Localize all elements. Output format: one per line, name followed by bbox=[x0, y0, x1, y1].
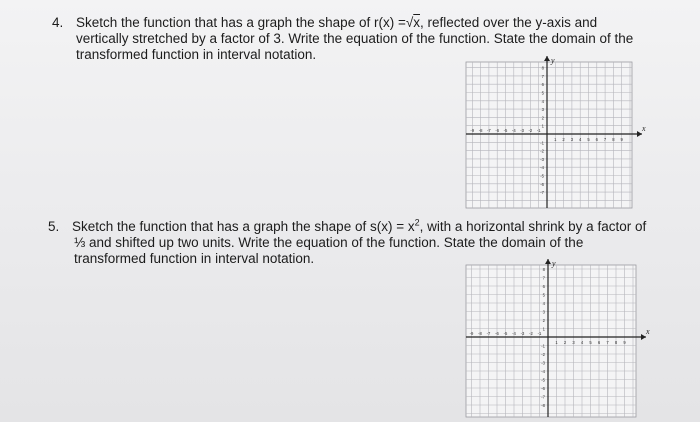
x-tick-label: -4 bbox=[511, 128, 516, 133]
x-tick-label: -4 bbox=[512, 331, 516, 336]
y-tick-label: -5 bbox=[541, 377, 545, 383]
x-tick-label: 4 bbox=[580, 340, 584, 345]
problem-5-line-1-pre: Sketch the function that has a graph the shape of s(x) = x bbox=[72, 219, 415, 234]
problem-4-line-2: vertically stretched by a factor of 3. Write the equation of the function. State the domain of the bbox=[76, 31, 634, 46]
x-tick-label: 2 bbox=[563, 340, 567, 345]
problem-5-line-1 bbox=[72, 219, 646, 235]
x-tick-label: -1 bbox=[537, 331, 542, 336]
y-tick-label: 5 bbox=[541, 90, 544, 96]
coordinate-grid-2[interactable] bbox=[462, 259, 662, 419]
x-tick-label: -3 bbox=[520, 128, 524, 133]
y-tick-label: -3 bbox=[540, 156, 544, 162]
x-tick-label: -2 bbox=[528, 128, 533, 133]
y-axis-arrow bbox=[545, 259, 551, 264]
y-tick-label: -6 bbox=[541, 386, 545, 391]
y-tick-label: 7 bbox=[542, 275, 545, 281]
x-tick-label: 2 bbox=[562, 137, 565, 142]
y-axis-arrow bbox=[544, 56, 550, 61]
y-tick-label: -4 bbox=[541, 369, 545, 374]
y-tick-label: 6 bbox=[541, 82, 544, 88]
sqrt-radicand: x bbox=[413, 15, 420, 30]
y-tick-label: -8 bbox=[541, 403, 545, 408]
y-tick-label: 3 bbox=[541, 107, 544, 113]
y-tick-label: -7 bbox=[540, 190, 544, 196]
x-tick-label: 7 bbox=[603, 137, 607, 142]
x-tick-label: -9 bbox=[469, 331, 474, 336]
x-tick-label: -7 bbox=[487, 128, 491, 133]
y-tick-label: 4 bbox=[541, 98, 544, 104]
x-tick-label: 9 bbox=[623, 340, 626, 345]
problem-4-line-1 bbox=[76, 15, 633, 31]
grid-background bbox=[466, 265, 636, 417]
y-tick-label: 1 bbox=[542, 326, 545, 332]
x-tick-label: 9 bbox=[620, 137, 623, 142]
coordinate-grid-2-svg[interactable] bbox=[462, 259, 662, 419]
grid-lines bbox=[466, 265, 636, 417]
x-tick-label: 3 bbox=[570, 137, 574, 142]
y-tick-label: -2 bbox=[541, 352, 545, 357]
x-axis-label: x bbox=[646, 327, 650, 336]
problem-5-number: 5. bbox=[48, 219, 60, 234]
x-tick-label: -5 bbox=[503, 331, 508, 336]
y-tick-label: -1 bbox=[541, 343, 545, 349]
grid-lines bbox=[466, 62, 632, 208]
x-tick-label: -3 bbox=[520, 331, 525, 336]
coordinate-grid-1-svg[interactable] bbox=[462, 56, 662, 210]
x-tick-label: -6 bbox=[495, 128, 500, 133]
y-tick-label: 8 bbox=[542, 267, 545, 272]
x-tick-label: 6 bbox=[597, 340, 601, 345]
x-tick-label: -5 bbox=[503, 128, 508, 133]
problem-4-line-3: transformed function in interval notation. bbox=[76, 47, 317, 62]
x-tick-label: 5 bbox=[589, 340, 592, 345]
x-tick-label: 8 bbox=[612, 137, 615, 142]
y-tick-label: -6 bbox=[540, 181, 544, 187]
x-tick-label: 6 bbox=[595, 137, 598, 142]
problem-5-line-3: transformed function in interval notation. bbox=[74, 251, 315, 266]
y-tick-label: 7 bbox=[541, 73, 544, 79]
y-axis-label: y bbox=[551, 56, 555, 65]
x-tick-label: 5 bbox=[587, 137, 590, 142]
x-tick-label: 1 bbox=[555, 340, 558, 345]
x-tick-label: 8 bbox=[614, 340, 618, 345]
y-tick-label: 6 bbox=[542, 284, 545, 289]
y-tick-label: -1 bbox=[540, 140, 544, 146]
y-tick-label: -3 bbox=[541, 360, 545, 366]
x-tick-label: -8 bbox=[478, 331, 482, 336]
x-tick-label: -8 bbox=[478, 128, 483, 133]
problem-5-line-1-post: , with a horizontal shrink by a factor of bbox=[419, 219, 647, 234]
y-tick-label: 8 bbox=[541, 65, 544, 71]
y-tick-label: -2 bbox=[540, 148, 544, 154]
x-tick-label: -1 bbox=[536, 128, 541, 133]
y-tick-label: -4 bbox=[540, 165, 544, 171]
x-tick-label: 7 bbox=[606, 340, 609, 345]
y-tick-label: 2 bbox=[541, 115, 544, 121]
coordinate-grid-1[interactable] bbox=[462, 56, 662, 210]
x-tick-label: -9 bbox=[470, 128, 475, 133]
sqrt-symbol: √ bbox=[405, 15, 414, 30]
y-tick-label: 1 bbox=[541, 123, 544, 129]
y-tick-label: 5 bbox=[542, 292, 545, 298]
x-tick-label: -6 bbox=[495, 331, 499, 336]
x-tick-label: 3 bbox=[572, 340, 575, 345]
problem-4-line-1-pre: Sketch the function that has a graph the shape of r(x) = bbox=[76, 15, 406, 30]
y-tick-label: 4 bbox=[542, 301, 545, 306]
x-tick-label: -2 bbox=[529, 331, 533, 336]
problem-4-number: 4. bbox=[52, 15, 64, 30]
y-axis-label: y bbox=[552, 259, 556, 268]
y-tick-label: 3 bbox=[542, 309, 545, 315]
x-tick-label: -7 bbox=[486, 331, 491, 336]
exponent: 2 bbox=[414, 217, 420, 228]
x-tick-label: 4 bbox=[579, 137, 582, 142]
x-tick-label: 1 bbox=[554, 137, 557, 142]
problem-4-line-1-post: , reflected over the y-axis and bbox=[420, 15, 598, 30]
y-tick-label: -7 bbox=[541, 394, 545, 400]
y-tick-label: 2 bbox=[542, 318, 545, 323]
problem-5-line-2: ⅓ and shifted up two units. Write the equation of the function. State the domain of the bbox=[74, 235, 584, 250]
y-tick-label: -5 bbox=[540, 173, 544, 179]
x-axis-label: x bbox=[642, 124, 646, 133]
